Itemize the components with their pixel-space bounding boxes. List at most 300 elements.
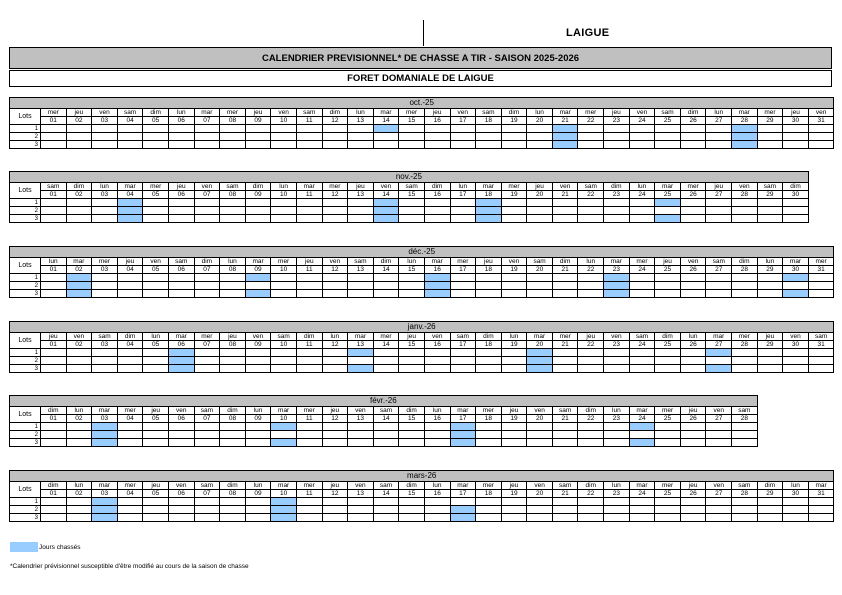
day-cell [476, 125, 502, 133]
date-label: 06 [168, 266, 194, 274]
weekday-label: jeu [501, 482, 527, 490]
day-cell [501, 282, 527, 290]
weekday-label: jeu [41, 333, 67, 341]
day-cell [450, 133, 476, 141]
weekday-label: sam [808, 333, 834, 341]
day-cell [578, 498, 604, 506]
date-label: 09 [245, 266, 271, 274]
day-cell [552, 207, 578, 215]
day-cell [450, 290, 476, 298]
day-cell [271, 199, 297, 207]
weekday-label: lun [680, 333, 706, 341]
weekday-label: mer [117, 407, 143, 415]
weekday-label: dim [476, 333, 502, 341]
day-cell [552, 274, 578, 282]
day-cell [41, 498, 67, 506]
day-cell [680, 282, 706, 290]
weekday-label: jeu [424, 109, 450, 117]
day-cell [245, 439, 271, 447]
day-cell [450, 357, 476, 365]
weekday-label: mar [296, 183, 322, 191]
date-label: 13 [348, 117, 374, 125]
day-cell [527, 290, 553, 298]
lot-number: 1 [10, 274, 41, 282]
day-cell [296, 215, 322, 223]
date-label: 11 [296, 490, 322, 498]
day-cell [117, 498, 143, 506]
day-cell [783, 349, 809, 357]
weekday-label: ven [168, 407, 194, 415]
date-label: 28 [732, 191, 758, 199]
date-label: 26 [680, 490, 706, 498]
day-cell [296, 506, 322, 514]
day-cell [220, 215, 246, 223]
day-cell [552, 357, 578, 365]
day-cell [757, 125, 783, 133]
day-cell [476, 431, 502, 439]
date-label: 23 [604, 266, 630, 274]
weekday-label: sam [92, 333, 118, 341]
weekday-label: dim [296, 333, 322, 341]
weekday-label: sam [220, 183, 246, 191]
day-cell [732, 431, 758, 439]
day-cell [424, 141, 450, 149]
day-cell [271, 133, 297, 141]
weekday-label: mar [245, 258, 271, 266]
hunt-day-cell [271, 514, 297, 522]
day-cell [578, 274, 604, 282]
lot-number: 3 [10, 290, 41, 298]
day-cell [399, 282, 425, 290]
day-cell [271, 274, 297, 282]
weekday-label: mar [424, 258, 450, 266]
day-cell [450, 125, 476, 133]
weekday-label: sam [732, 482, 758, 490]
day-cell [783, 215, 809, 223]
day-cell [604, 431, 630, 439]
date-label: 19 [501, 490, 527, 498]
day-cell [220, 199, 246, 207]
day-cell [143, 125, 169, 133]
day-cell [143, 282, 169, 290]
day-cell [578, 423, 604, 431]
day-cell [92, 290, 118, 298]
day-cell [450, 274, 476, 282]
date-label: 29 [757, 266, 783, 274]
day-cell [41, 423, 67, 431]
day-cell [527, 431, 553, 439]
day-cell [348, 141, 374, 149]
day-cell [757, 498, 783, 506]
weekday-label: sam [757, 183, 783, 191]
date-label: 18 [476, 341, 502, 349]
day-cell [271, 207, 297, 215]
day-cell [501, 439, 527, 447]
day-cell [578, 439, 604, 447]
day-cell [41, 133, 67, 141]
month-calendar [9, 321, 834, 373]
lot-number: 1 [10, 125, 41, 133]
day-cell [220, 431, 246, 439]
day-cell [501, 514, 527, 522]
day-cell [706, 141, 732, 149]
day-cell [732, 274, 758, 282]
day-cell [424, 349, 450, 357]
weekday-label: ven [143, 258, 169, 266]
day-cell [220, 207, 246, 215]
weekday-label: mer [450, 258, 476, 266]
day-cell [604, 133, 630, 141]
day-cell [373, 514, 399, 522]
date-label: 20 [527, 266, 553, 274]
date-label: 14 [373, 266, 399, 274]
day-cell [604, 498, 630, 506]
day-cell [322, 125, 348, 133]
day-cell [168, 274, 194, 282]
weekday-label: mar [655, 183, 681, 191]
weekday-label: lun [578, 258, 604, 266]
date-label: 15 [399, 341, 425, 349]
date-label: 16 [424, 266, 450, 274]
day-cell [476, 282, 502, 290]
day-cell [552, 365, 578, 373]
weekday-label: mer [373, 333, 399, 341]
day-cell [66, 423, 92, 431]
day-cell [450, 365, 476, 373]
date-label: 31 [808, 117, 834, 125]
day-cell [194, 439, 220, 447]
day-cell [348, 431, 374, 439]
weekday-label: mar [194, 109, 220, 117]
weekday-label: sam [578, 183, 604, 191]
day-cell [527, 439, 553, 447]
day-cell [783, 365, 809, 373]
day-cell [757, 141, 783, 149]
date-label: 13 [348, 415, 374, 423]
date-label: 25 [655, 490, 681, 498]
month-table [9, 321, 834, 373]
day-cell [655, 357, 681, 365]
day-cell [680, 274, 706, 282]
day-cell [348, 439, 374, 447]
weekday-label: ven [552, 183, 578, 191]
day-cell [194, 199, 220, 207]
weekday-label: dim [424, 183, 450, 191]
day-cell [322, 498, 348, 506]
weekday-label: lun [245, 482, 271, 490]
lot-number: 1 [10, 349, 41, 357]
weekday-label: ven [194, 183, 220, 191]
weekday-label: ven [271, 109, 297, 117]
date-label: 04 [117, 266, 143, 274]
weekday-label: jeu [322, 482, 348, 490]
day-cell [143, 290, 169, 298]
day-cell [296, 365, 322, 373]
day-cell [322, 349, 348, 357]
day-cell [501, 141, 527, 149]
day-cell [680, 365, 706, 373]
hunt-day-cell [424, 282, 450, 290]
weekday-label: ven [424, 333, 450, 341]
day-cell [220, 439, 246, 447]
weekday-label: lun [271, 183, 297, 191]
day-cell [680, 133, 706, 141]
day-cell [322, 207, 348, 215]
hunt-day-cell [92, 439, 118, 447]
day-cell [783, 357, 809, 365]
hunt-day-cell [66, 290, 92, 298]
weekday-label: mer [552, 333, 578, 341]
day-cell [296, 357, 322, 365]
day-cell [373, 439, 399, 447]
date-label: 01 [41, 117, 67, 125]
weekday-label: mer [296, 482, 322, 490]
day-cell [143, 439, 169, 447]
lot-number: 1 [10, 199, 41, 207]
day-cell [296, 199, 322, 207]
day-cell [41, 215, 67, 223]
month-title: nov.-25 [10, 172, 809, 183]
day-cell [476, 439, 502, 447]
weekday-label: dim [322, 109, 348, 117]
date-label: 28 [732, 266, 758, 274]
day-cell [527, 125, 553, 133]
weekday-label: ven [527, 407, 553, 415]
hunt-day-cell [168, 349, 194, 357]
date-label: 05 [143, 490, 169, 498]
day-cell [680, 215, 706, 223]
day-cell [501, 125, 527, 133]
day-cell [629, 431, 655, 439]
date-label: 09 [245, 341, 271, 349]
day-cell [578, 431, 604, 439]
weekday-label: mar [552, 109, 578, 117]
day-cell [373, 357, 399, 365]
day-cell [271, 141, 297, 149]
day-cell [757, 349, 783, 357]
day-cell [194, 349, 220, 357]
day-cell [552, 431, 578, 439]
date-label: 31 [808, 341, 834, 349]
date-label: 11 [296, 266, 322, 274]
day-cell [245, 498, 271, 506]
weekday-label: mar [629, 407, 655, 415]
day-cell [143, 207, 169, 215]
date-label: 24 [629, 415, 655, 423]
date-label: 10 [271, 266, 297, 274]
day-cell [552, 215, 578, 223]
weekday-label: mar [373, 109, 399, 117]
day-cell [783, 133, 809, 141]
day-cell [194, 290, 220, 298]
day-cell [92, 357, 118, 365]
weekday-label: dim [373, 258, 399, 266]
weekday-label: ven [373, 183, 399, 191]
date-label: 15 [399, 191, 425, 199]
date-label: 29 [757, 191, 783, 199]
weekday-label: ven [783, 333, 809, 341]
hunt-day-cell [66, 274, 92, 282]
weekday-label: sam [194, 407, 220, 415]
date-label: 27 [706, 117, 732, 125]
day-cell [322, 357, 348, 365]
weekday-label: sam [41, 183, 67, 191]
day-cell [117, 514, 143, 522]
day-cell [117, 290, 143, 298]
day-cell [450, 215, 476, 223]
day-cell [501, 365, 527, 373]
day-cell [604, 207, 630, 215]
month-calendar [9, 97, 834, 149]
hunt-day-cell [527, 357, 553, 365]
day-cell [117, 141, 143, 149]
day-cell [578, 349, 604, 357]
weekday-label: mer [92, 258, 118, 266]
date-label: 21 [552, 191, 578, 199]
date-label: 22 [578, 490, 604, 498]
day-cell [399, 199, 425, 207]
day-cell [66, 199, 92, 207]
day-cell [143, 357, 169, 365]
lot-number: 2 [10, 133, 41, 141]
day-cell [143, 215, 169, 223]
day-cell [143, 133, 169, 141]
date-label: 21 [552, 490, 578, 498]
day-cell [808, 274, 834, 282]
weekday-label: mer [271, 258, 297, 266]
date-label: 28 [732, 341, 758, 349]
day-cell [604, 506, 630, 514]
day-cell [578, 282, 604, 290]
hunt-day-cell [706, 349, 732, 357]
day-cell [450, 349, 476, 357]
date-label: 01 [41, 490, 67, 498]
date-label: 22 [578, 415, 604, 423]
date-label: 10 [271, 341, 297, 349]
date-label: 26 [680, 341, 706, 349]
weekday-label: mer [41, 109, 67, 117]
weekday-label: lun [399, 258, 425, 266]
date-label: 02 [66, 415, 92, 423]
day-cell [808, 506, 834, 514]
date-label: 31 [808, 490, 834, 498]
weekday-label: mar [271, 482, 297, 490]
date-label: 07 [194, 490, 220, 498]
weekday-label: lun [450, 183, 476, 191]
weekday-label: dim [399, 482, 425, 490]
day-cell [476, 423, 502, 431]
hunt-day-cell [783, 290, 809, 298]
date-label: 13 [348, 341, 374, 349]
day-cell [168, 199, 194, 207]
day-cell [501, 423, 527, 431]
date-label: 30 [783, 117, 809, 125]
day-cell [245, 125, 271, 133]
day-cell [92, 349, 118, 357]
legend-label: Jours chassés [39, 543, 81, 551]
day-cell [194, 125, 220, 133]
weekday-label: ven [629, 109, 655, 117]
day-cell [322, 423, 348, 431]
date-label: 15 [399, 117, 425, 125]
day-cell [194, 498, 220, 506]
weekday-label: dim [578, 482, 604, 490]
day-cell [706, 431, 732, 439]
weekday-label: jeu [168, 183, 194, 191]
hunt-day-cell [117, 207, 143, 215]
day-cell [245, 514, 271, 522]
day-cell [629, 365, 655, 373]
weekday-label: sam [348, 258, 374, 266]
day-cell [348, 506, 374, 514]
weekday-label: lun [604, 482, 630, 490]
day-cell [348, 199, 374, 207]
weekday-label: mar [450, 407, 476, 415]
hunt-day-cell [348, 365, 374, 373]
weekday-label: mar [808, 482, 834, 490]
day-cell [732, 207, 758, 215]
day-cell [296, 431, 322, 439]
day-cell [41, 199, 67, 207]
weekday-label: ven [501, 258, 527, 266]
date-label: 20 [527, 490, 553, 498]
day-cell [322, 133, 348, 141]
hunt-day-cell [732, 125, 758, 133]
day-cell [808, 133, 834, 141]
day-cell [501, 506, 527, 514]
day-cell [706, 357, 732, 365]
day-cell [66, 357, 92, 365]
weekday-label: sam [271, 333, 297, 341]
date-label: 23 [604, 191, 630, 199]
day-cell [578, 365, 604, 373]
weekday-label: sam [706, 258, 732, 266]
date-label: 17 [450, 415, 476, 423]
day-cell [732, 365, 758, 373]
day-cell [476, 133, 502, 141]
hunt-day-cell [655, 215, 681, 223]
date-label: 26 [680, 117, 706, 125]
day-cell [399, 349, 425, 357]
day-cell [706, 199, 732, 207]
date-label: 20 [527, 117, 553, 125]
day-cell [604, 357, 630, 365]
day-cell [424, 199, 450, 207]
day-cell [194, 365, 220, 373]
day-cell [757, 133, 783, 141]
hunt-day-cell [271, 423, 297, 431]
hunt-day-cell [92, 498, 118, 506]
date-label: 03 [92, 490, 118, 498]
day-cell [680, 506, 706, 514]
day-cell [41, 282, 67, 290]
day-cell [399, 141, 425, 149]
date-label: 12 [322, 266, 348, 274]
day-cell [220, 133, 246, 141]
day-cell [168, 282, 194, 290]
hunt-day-cell [527, 349, 553, 357]
day-cell [322, 141, 348, 149]
page-subtitle: FORET DOMANIALE DE LAIGUE [9, 70, 832, 87]
weekday-label: mer [220, 109, 246, 117]
day-cell [655, 125, 681, 133]
day-cell [501, 207, 527, 215]
lots-header: Lots [10, 333, 41, 349]
hunt-day-cell [92, 423, 118, 431]
date-label: 19 [501, 117, 527, 125]
day-cell [604, 365, 630, 373]
day-cell [655, 290, 681, 298]
